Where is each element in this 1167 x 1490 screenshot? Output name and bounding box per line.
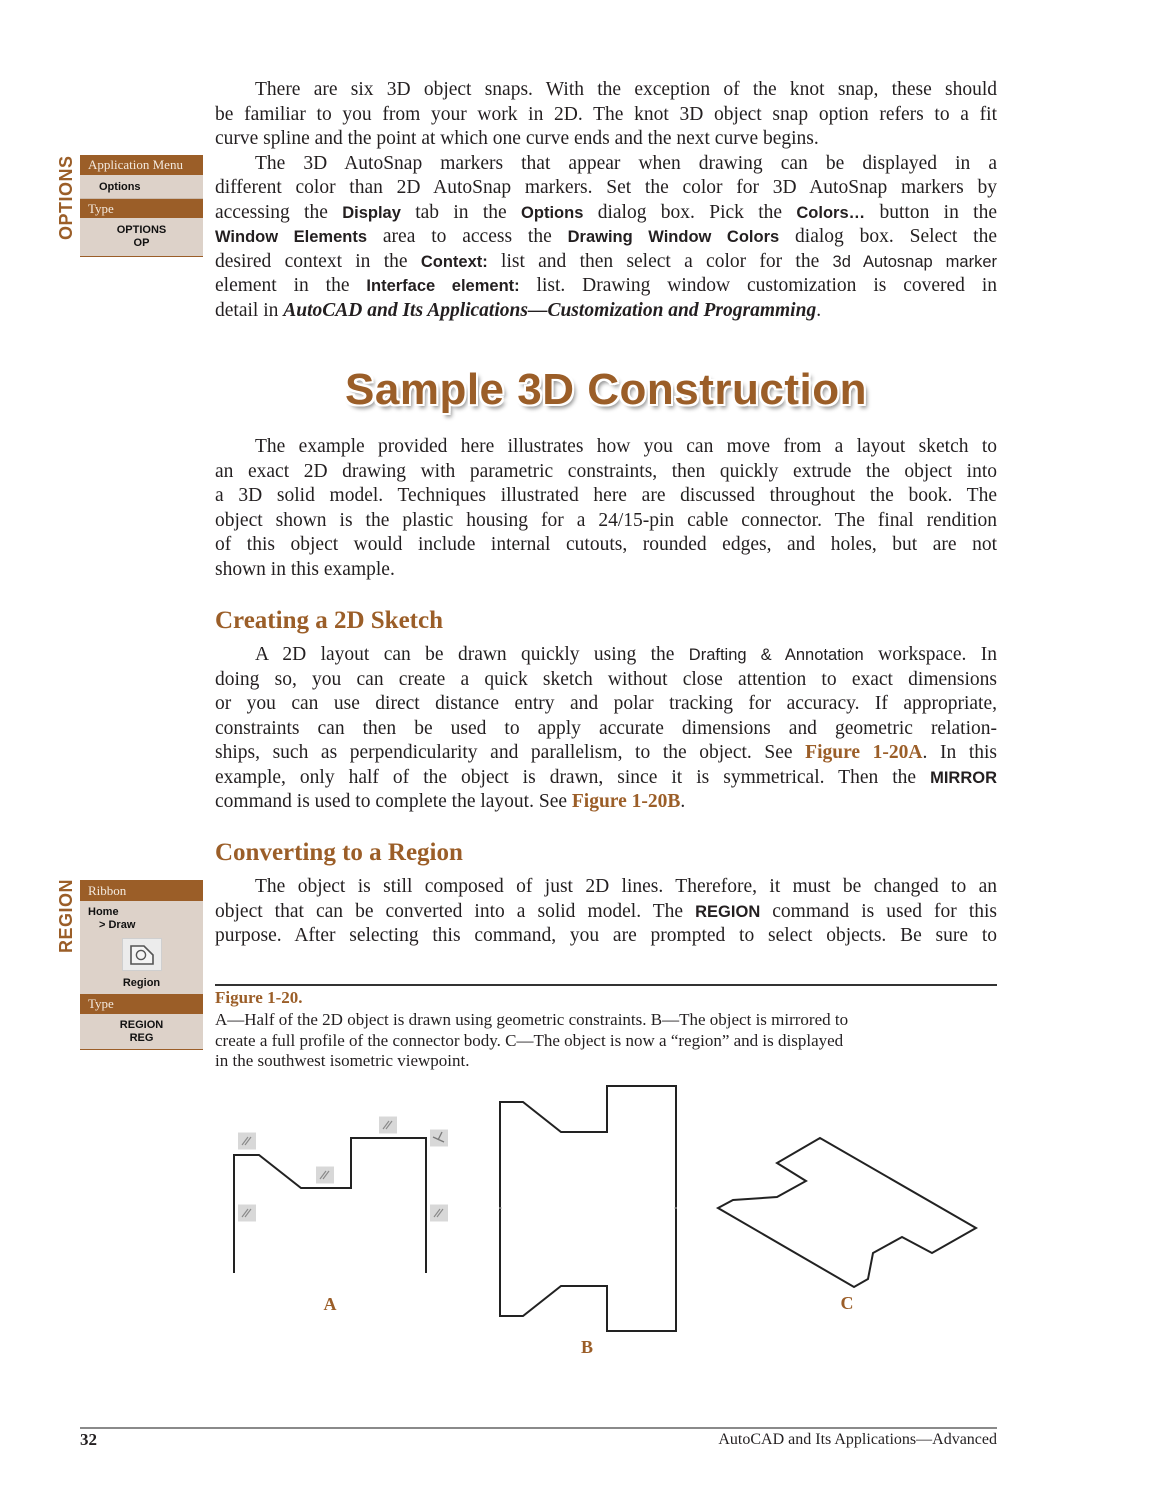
figure-number: Figure 1-20.: [215, 988, 303, 1007]
body-text: object shown is the plastic housing for a 24/15-pin cable connector. The final rendition: [215, 509, 997, 531]
region-access-header: Ribbon: [80, 880, 203, 901]
text-line: [215, 274, 997, 299]
options-menu-item[interactable]: Options: [80, 175, 203, 199]
region-paragraph: [215, 875, 997, 949]
text-line: [215, 78, 997, 103]
region-type-commands: [80, 1014, 203, 1045]
body-text: tab in the: [400, 201, 522, 223]
panel-b-full-profile: [499, 1086, 677, 1331]
panel-a-half-profile: [234, 1138, 426, 1273]
text-line: [215, 103, 997, 128]
ui-term: Colors…: [796, 203, 866, 222]
figure-rule: [215, 984, 997, 986]
ui-term: Drawing Window Colors: [567, 228, 780, 247]
options-access-header: Application Menu: [80, 155, 203, 175]
options-tab-label: OPTIONS: [56, 155, 76, 241]
figure-ref-link[interactable]: Figure 1-20A: [805, 742, 923, 764]
subsection-title-sketch: Creating a 2D Sketch: [215, 607, 444, 634]
body-text: There are six 3D object snaps. With the exception of the knot snap, these should: [255, 79, 997, 100]
text-line: [215, 717, 997, 742]
text-line: [215, 790, 997, 815]
sketch-paragraph: [215, 643, 997, 815]
region-icon: [129, 944, 155, 966]
body-text: ships, such as perpendicularity and parallelism, to the object. See: [215, 742, 806, 764]
text-line: [215, 509, 997, 534]
body-text: list. Drawing window customization is covered in: [519, 275, 997, 297]
intro-paragraphs: [215, 78, 997, 323]
body-text: different color than 2D AutoSnap markers. Set the color for 3D AutoSnap markers by: [215, 177, 997, 199]
body-text: The object is still composed of just 2D lines. Therefore, it must be changed to an: [255, 876, 997, 897]
command-alias: REGION: [119, 1019, 164, 1031]
command-alias: REG: [129, 1032, 154, 1044]
body-text: The 3D AutoSnap markers that appear when drawing can be displayed in a: [255, 152, 997, 174]
text-line: [215, 484, 997, 509]
body-text: list and then select a color for the: [487, 250, 833, 272]
body-text: object that can be converted into a solid model. The: [215, 900, 696, 922]
options-type-header: Type: [80, 199, 203, 218]
ui-label: Drafting & Annotation: [688, 646, 864, 664]
body-text: dialog box. Select the: [779, 226, 997, 248]
body-text: purpose. After selecting this command, you are prompted to select objects. Be sure to: [215, 925, 997, 947]
ui-term: Options: [521, 203, 584, 222]
body-text: or you can use direct distance entry and polar tracking for accuracy. If appropriate,: [215, 693, 997, 715]
text-line: [215, 924, 997, 949]
section-intro-paragraph: [215, 435, 997, 582]
perpendicular-constraint-icon[interactable]: [430, 1130, 448, 1147]
body-text: The example provided here illustrates how you can move from a layout sketch to: [255, 436, 997, 457]
text-line: [215, 741, 997, 766]
text-line: [215, 225, 997, 250]
region-command-box: [80, 880, 203, 1050]
panel-c-isometric-region: [718, 1138, 976, 1287]
body-text: accessing the: [215, 201, 343, 223]
text-line: [215, 127, 997, 152]
body-text: element in the: [215, 275, 367, 297]
ui-term: MIRROR: [930, 768, 997, 787]
text-line: [215, 533, 997, 558]
panel-label-b: B: [580, 1337, 593, 1357]
subsection-title-region: Converting to a Region: [215, 839, 463, 866]
parallel-constraint-icon[interactable]: [430, 1205, 448, 1222]
body-text: A 2D layout can be drawn quickly using the: [255, 644, 689, 665]
panel-label-a: A: [323, 1294, 337, 1314]
parallel-constraint-icon[interactable]: [316, 1167, 334, 1184]
body-text: .: [680, 791, 686, 813]
text-line: [215, 692, 997, 717]
body-text: be familiar to you from your work in 2D. The knot 3D object snap option refers to a fit: [215, 103, 997, 125]
ui-label: 3d Autosnap marker: [832, 252, 997, 271]
body-text: command is used for this: [760, 900, 997, 922]
body-text: shown in this example.: [215, 558, 395, 580]
body-text: button in the: [865, 201, 997, 223]
text-line: [215, 766, 997, 791]
body-text: workspace. In: [863, 644, 997, 665]
parallel-constraint-icon[interactable]: [379, 1117, 397, 1134]
body-text: desired context in the: [215, 250, 421, 272]
options-type-commands: [80, 218, 203, 250]
parallel-constraint-icon[interactable]: [238, 1133, 256, 1150]
text-line: [215, 152, 997, 177]
text-line: [215, 435, 997, 460]
body-text: an exact 2D drawing with parametric constraints, then quickly extrude the object into: [215, 460, 997, 482]
region-tab-label: REGION: [56, 879, 76, 954]
parallel-constraint-icon[interactable]: [238, 1205, 256, 1222]
page-number: 32: [80, 1430, 97, 1449]
text-line: [215, 668, 997, 693]
figure-caption: [215, 1010, 997, 1072]
ui-term: Context:: [420, 252, 488, 271]
ui-term: Display: [342, 203, 401, 222]
text-line: [215, 176, 997, 201]
command-alias: OP: [133, 237, 150, 249]
text-line: [215, 875, 997, 900]
caption-line: in the southwest isometric viewpoint.: [215, 1051, 470, 1070]
body-text: command is used to complete the layout. See: [215, 791, 572, 813]
body-text: detail in: [215, 299, 284, 321]
body-text: example, only half of the object is drawn, since it is symmetrical. Then the: [215, 766, 931, 788]
ribbon-tab-home[interactable]: Home: [88, 906, 119, 918]
section-title: Sample 3D Construction: [345, 365, 867, 414]
body-text: .: [816, 299, 822, 321]
body-text: doing so, you can create a quick sketch without close attention to exact dimensions: [215, 668, 997, 690]
caption-line: create a full profile of the connector body. C—The object is now a “region” and is displayed: [215, 1030, 844, 1050]
region-button-label: Region: [122, 977, 161, 989]
region-type-header: Type: [80, 994, 203, 1014]
region-ribbon-button[interactable]: [122, 938, 162, 971]
text-line: [215, 299, 997, 324]
ribbon-path: [80, 901, 203, 994]
ui-term: Interface element:: [366, 277, 520, 296]
body-text: . In this: [922, 742, 997, 764]
body-text: dialog box. Pick the: [583, 201, 797, 223]
body-text: a 3D solid model. Techniques illustrated here are discussed throughout the book. The: [215, 485, 997, 507]
panel-label-c: C: [840, 1293, 854, 1313]
caption-line: A—Half of the 2D object is drawn using geometric constraints. B—The object is mirrored to: [215, 1010, 849, 1029]
text-line: [215, 201, 997, 226]
body-text: of this object would include internal cutouts, rounded edges, and holes, but are not: [215, 534, 997, 556]
text-line: [215, 250, 997, 275]
ribbon-panel-draw[interactable]: > Draw: [99, 919, 136, 931]
book-title: AutoCAD and Its Applications—Customization and Programming: [283, 299, 817, 321]
text-line: [215, 558, 997, 583]
body-text: area to access the: [367, 226, 568, 248]
options-command-box: [80, 155, 203, 257]
running-footer-title: AutoCAD and Its Applications—Advanced: [718, 1431, 997, 1448]
ui-term: Window Elements: [215, 228, 368, 247]
text-line: [215, 900, 997, 925]
command-alias: OPTIONS: [116, 224, 167, 236]
figure-ref-link[interactable]: Figure 1-20B: [571, 791, 681, 813]
ui-term: REGION: [695, 902, 761, 921]
body-text: curve spline and the point at which one curve ends and the next curve begins.: [215, 128, 819, 150]
body-text: constraints can then be used to apply accurate dimensions and geometric relation-: [215, 717, 997, 739]
footer-rule: [80, 1427, 997, 1429]
text-line: [215, 460, 997, 485]
text-line: [215, 643, 997, 668]
